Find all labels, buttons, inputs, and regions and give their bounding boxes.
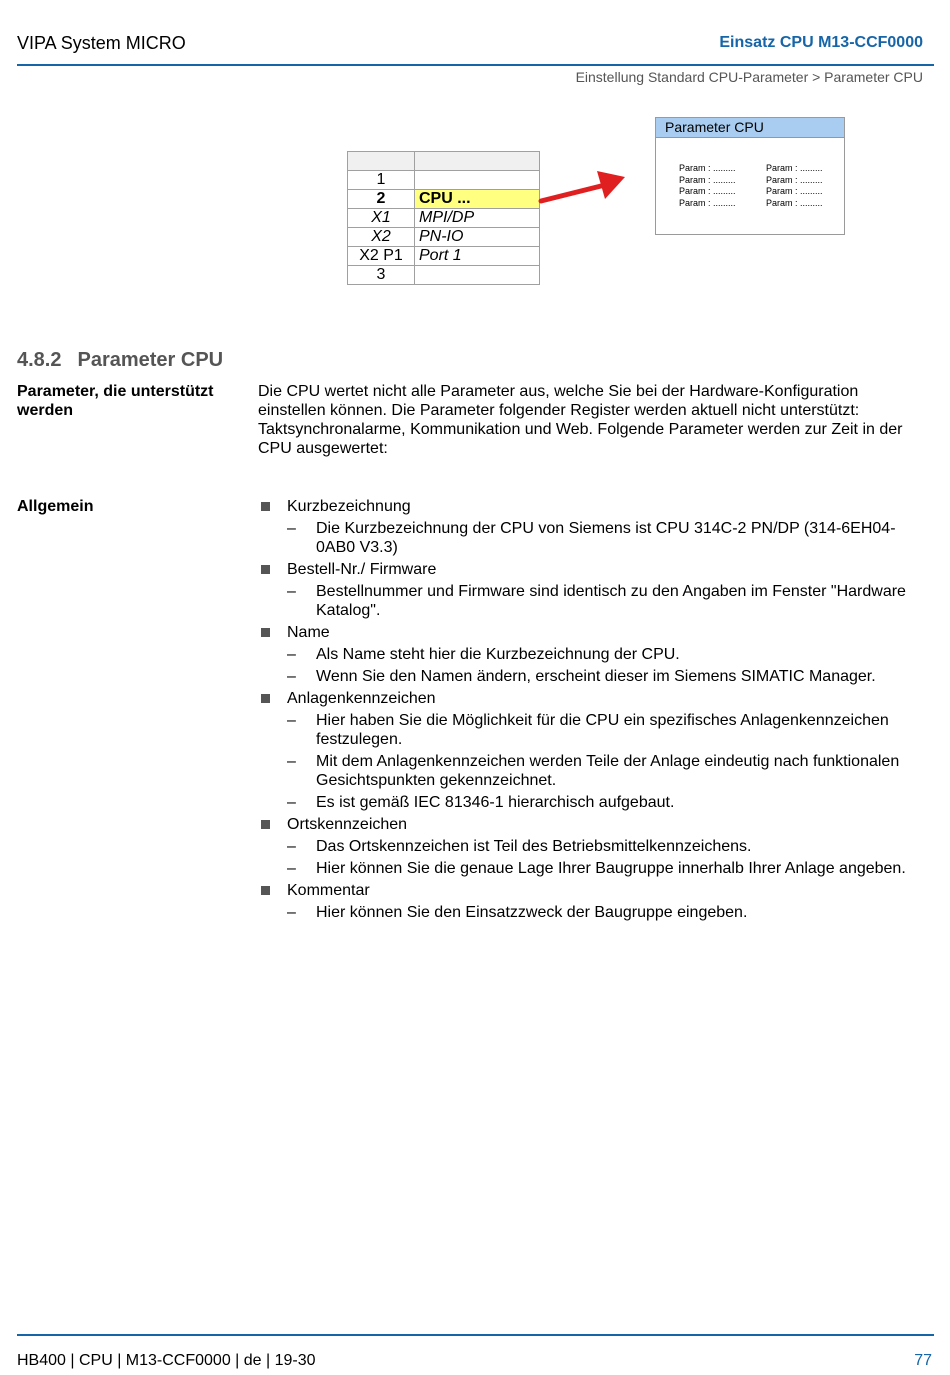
window-title: Parameter CPU xyxy=(656,118,844,138)
sub-list-item: – Bestellnummer und Firmware sind identisch zu den Angaben im Fenster "Hardware Katalog". xyxy=(287,583,906,619)
list-item: Kurzbezeichnung xyxy=(258,497,930,516)
header-title: VIPA System MICRO xyxy=(17,33,186,53)
header-chapter: Einsatz CPU M13-CCF0000 xyxy=(719,34,923,51)
section-title: Parameter CPU xyxy=(77,349,224,371)
list-item: Name xyxy=(258,623,930,642)
bullet-icon xyxy=(261,820,270,829)
sub-list-item: – Es ist gemäß IEC 81346-1 hierarchisch aufgebaut. xyxy=(287,794,675,811)
bullet-icon xyxy=(261,886,270,895)
module-table xyxy=(347,151,540,285)
list-item: Kommentar xyxy=(258,881,930,900)
module-cell-cpu: CPU ... xyxy=(415,190,540,209)
module-cell: Port 1 xyxy=(415,247,540,266)
slot-cell: X2 P1 xyxy=(348,247,415,266)
bullet-icon xyxy=(261,502,270,511)
sub-list-item: – Die Kurzbezeichnung der CPU von Siemens ist CPU 314C-2 PN/DP (314-6EH04-0AB0 V3.3) xyxy=(287,520,896,556)
param-label: Param : ......... xyxy=(766,197,823,208)
table-row xyxy=(348,152,540,171)
module-cell xyxy=(415,152,540,171)
breadcrumb: Einstellung Standard CPU-Parameter > Parameter CPU xyxy=(575,69,923,85)
table-row xyxy=(348,171,540,190)
list-item: Ortskennzeichen xyxy=(258,815,930,834)
header-divider xyxy=(17,64,934,66)
table-row xyxy=(348,209,540,228)
sub-list-item: – Hier können Sie den Einsatzzweck der Baugruppe eingeben. xyxy=(287,904,748,921)
slot-cell: X1 xyxy=(348,209,415,228)
slot-cell: 3 xyxy=(348,266,415,285)
sub-list-item: – Als Name steht hier die Kurzbezeichnung der CPU. xyxy=(287,646,680,663)
module-cell: PN-IO xyxy=(415,228,540,247)
footer-doc-info: HB400 | CPU | M13-CCF0000 | de | 19-30 xyxy=(17,1352,316,1369)
param-label: Param : ......... xyxy=(766,186,823,196)
section-heading xyxy=(17,349,223,372)
table-row xyxy=(348,228,540,247)
sub-list-item: – Hier haben Sie die Möglichkeit für die CPU ein spezifisches Anlagenkennzeichen festzulegen. xyxy=(287,712,889,748)
param-label: Param : ......... xyxy=(679,163,736,173)
supported-label: Parameter, die unterstützt werden xyxy=(17,383,214,419)
module-cell xyxy=(415,171,540,190)
bullet-icon xyxy=(261,694,270,703)
param-label: Param : ......... xyxy=(679,174,736,185)
slot-cell: 2 xyxy=(348,190,415,209)
arrow-icon xyxy=(535,165,635,210)
param-grid xyxy=(679,163,853,209)
sub-list-item: – Hier können Sie die genaue Lage Ihrer Baugruppe innerhalb Ihrer Anlage angeben. xyxy=(287,860,906,877)
table-row xyxy=(348,247,540,266)
table-row-selected xyxy=(348,190,540,209)
sub-list-item: – Mit dem Anlagenkennzeichen werden Teile der Anlage eindeutig nach funktionalen Gesichtspunkten gekennzeichnet. xyxy=(287,753,900,789)
slot-cell xyxy=(348,152,415,171)
module-cell xyxy=(415,266,540,285)
param-label: Param : ......... xyxy=(766,174,823,185)
param-label: Param : ......... xyxy=(766,163,823,173)
sub-list-item: – Wenn Sie den Namen ändern, erscheint dieser im Siemens SIMATIC Manager. xyxy=(287,668,876,685)
sub-list-item: – Das Ortskennzeichen ist Teil des Betriebsmittelkennzeichens. xyxy=(287,838,752,855)
bullet-icon xyxy=(261,565,270,574)
table-row xyxy=(348,266,540,285)
footer-divider xyxy=(17,1334,934,1336)
general-list xyxy=(258,497,930,925)
module-cell: MPI/DP xyxy=(415,209,540,228)
page-number: 77 xyxy=(914,1352,932,1369)
slot-cell: X2 xyxy=(348,228,415,247)
bullet-icon xyxy=(261,628,270,637)
param-label: Param : ......... xyxy=(679,197,736,208)
general-label: Allgemein xyxy=(17,498,94,515)
parameter-window xyxy=(655,117,845,235)
supported-text: Die CPU wertet nicht alle Parameter aus, welche Sie bei der Hardware-Konfiguration einstellen können. Die Parameter folgender Register werden aktuell nicht unterstützt: Taktsynchronalarme, Kommunikation und Web. Folgende Parameter werden zur Zeit in der CPU ausgewertet: xyxy=(258,383,903,457)
list-item: Anlagenkennzeichen xyxy=(258,689,930,708)
slot-cell: 1 xyxy=(348,171,415,190)
list-item: Bestell-Nr./ Firmware xyxy=(258,560,930,579)
section-number: 4.8.2 xyxy=(17,349,62,371)
param-label: Param : ......... xyxy=(679,186,736,196)
